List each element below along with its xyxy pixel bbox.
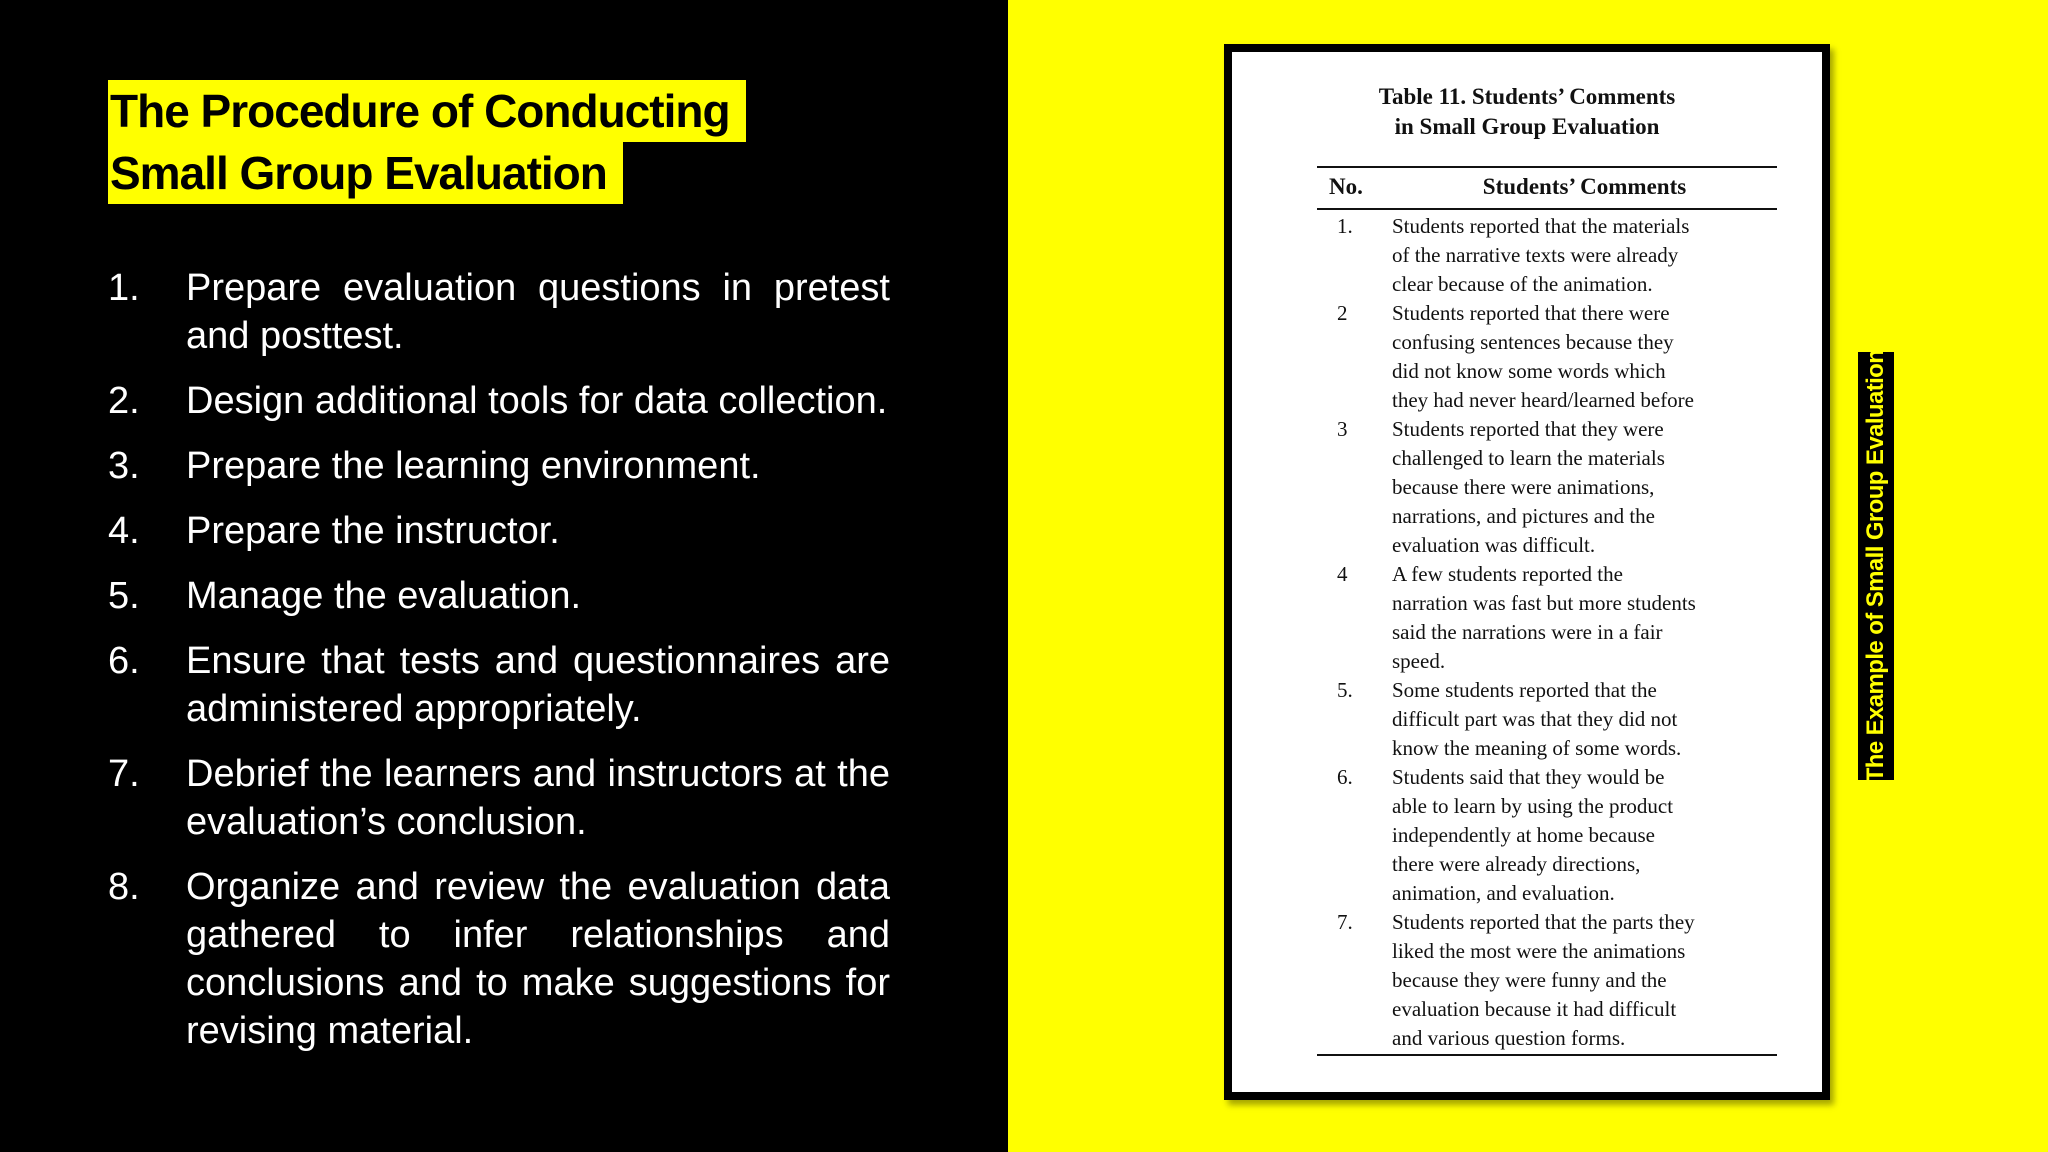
table-caption-line-2: in Small Group Evaluation [1394, 114, 1660, 139]
list-item [108, 637, 890, 733]
comment-line: independently at home because [1392, 823, 1655, 847]
row-number: 7. [1337, 910, 1353, 934]
comment-line: evaluation was difficult. [1392, 533, 1596, 557]
step-text: Prepare evaluation questions in pretest and posttest. [186, 267, 890, 357]
comment-line: did not know some words which [1392, 359, 1666, 383]
table-row [1317, 212, 1787, 299]
table-row [1317, 415, 1787, 560]
table-row [1317, 299, 1787, 415]
table-row [1317, 763, 1787, 908]
comment-line: difficult part was that they did not [1392, 707, 1678, 731]
table-body [1317, 212, 1787, 1053]
row-comment [1392, 212, 1784, 299]
slide-title-line-2: Small Group Evaluation [108, 142, 623, 204]
comment-line: said the narrations were in a fair [1392, 620, 1663, 644]
comment-line: Some students reported that the [1392, 678, 1657, 702]
side-label [1858, 349, 1894, 783]
comment-line: challenged to learn the materials [1392, 446, 1665, 470]
list-item [108, 377, 890, 425]
step-number: 5. [108, 575, 140, 617]
comment-line: narrations, and pictures and the [1392, 504, 1655, 528]
row-comment [1392, 908, 1784, 1053]
step-number: 2. [108, 380, 140, 422]
table-top-rule [1317, 166, 1777, 168]
comment-line: know the meaning of some words. [1392, 736, 1682, 760]
comment-line: Students reported that the materials [1392, 214, 1690, 238]
comment-line: clear because of the animation. [1392, 272, 1653, 296]
step-number: 8. [108, 866, 140, 908]
table-row [1317, 908, 1787, 1053]
slide-title [108, 80, 746, 204]
row-comment [1392, 676, 1784, 763]
column-header-no: No. [1329, 174, 1363, 199]
list-item [108, 863, 890, 1055]
comment-line: animation, and evaluation. [1392, 881, 1615, 905]
slide-title-line-1: The Procedure of Conducting [108, 80, 746, 142]
procedure-steps-list [108, 264, 890, 1072]
comment-line: and various question forms. [1392, 1026, 1626, 1050]
side-label-text: The Example of Small Group Evaluation [1862, 349, 1889, 783]
comment-line: able to learn by using the product [1392, 794, 1674, 818]
row-comment [1392, 415, 1784, 560]
list-item [108, 750, 890, 846]
list-item [108, 507, 890, 555]
step-number: 7. [108, 753, 140, 795]
comment-line: confusing sentences because they [1392, 330, 1674, 354]
comment-line: speed. [1392, 649, 1446, 673]
step-text: Manage the evaluation. [186, 575, 582, 617]
row-number: 3 [1337, 417, 1348, 441]
column-header-comments: Students’ Comments [1482, 174, 1687, 199]
table-header-rule [1317, 208, 1777, 210]
list-item [108, 442, 890, 490]
comment-line: A few students reported the [1392, 562, 1623, 586]
step-text: Design additional tools for data collection. [186, 380, 888, 422]
comment-line: they had never heard/learned before [1392, 388, 1694, 412]
row-number: 5. [1337, 678, 1353, 702]
step-number: 1. [108, 267, 140, 309]
table-row [1317, 560, 1787, 676]
row-comment [1392, 560, 1784, 676]
step-text: Ensure that tests and questionnaires are administered appropriately. [186, 640, 890, 730]
table-caption-line-1: Table 11. Students’ Comments [1378, 84, 1676, 109]
comment-line: Students reported that the parts they [1392, 910, 1695, 934]
comment-line: Students reported that there were [1392, 301, 1670, 325]
step-number: 6. [108, 640, 140, 682]
comment-line: narration was fast but more students [1392, 591, 1696, 615]
table-bottom-rule [1317, 1054, 1777, 1056]
comment-line: because they were funny and the [1392, 968, 1667, 992]
comment-line: Students reported that they were [1392, 417, 1664, 441]
step-text: Prepare the learning environment. [186, 445, 761, 487]
step-text: Organize and review the evaluation data gathered to infer relationships and conclusions and to make suggestions for revising material. [186, 866, 890, 1052]
step-number: 4. [108, 510, 140, 552]
step-text: Prepare the instructor. [186, 510, 560, 552]
comment-line: because there were animations, [1392, 475, 1655, 499]
table-row [1317, 676, 1787, 763]
comment-line: there were already directions, [1392, 852, 1641, 876]
row-number: 4 [1337, 562, 1348, 586]
table-image-frame [1224, 44, 1830, 1100]
comment-line: evaluation because it had difficult [1392, 997, 1677, 1021]
row-number: 1. [1337, 214, 1353, 238]
comment-line: Students said that they would be [1392, 765, 1665, 789]
step-number: 3. [108, 445, 140, 487]
row-number: 2 [1337, 301, 1348, 325]
comment-line: liked the most were the animations [1392, 939, 1686, 963]
step-text: Debrief the learners and instructors at the evaluation’s conclusion. [186, 753, 890, 843]
list-item [108, 572, 890, 620]
row-comment [1392, 299, 1784, 415]
row-comment [1392, 763, 1784, 908]
row-number: 6. [1337, 765, 1353, 789]
table-caption [1232, 82, 1822, 142]
list-item [108, 264, 890, 360]
comment-line: of the narrative texts were already [1392, 243, 1679, 267]
